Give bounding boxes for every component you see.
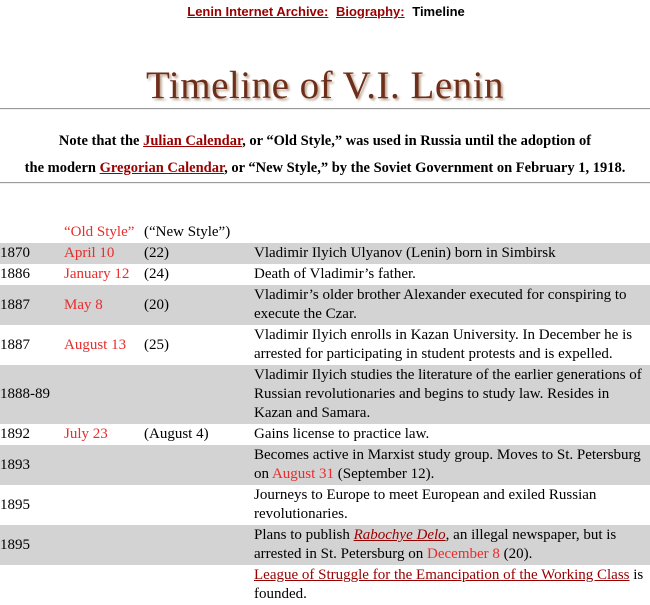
breadcrumb-link[interactable]: Biography: [335,4,405,19]
red-date-text: August 31 [271,466,335,482]
new-style-date-cell [144,485,254,525]
old-style-date-cell [64,264,144,285]
event-description-cell [254,243,650,264]
description-text: Vladimir Ilyich studies the literature of the earlier generations of Russian revolutionaries and begins to study law. Resides in Kazan and Samara. [254,367,642,421]
timeline-row [0,285,650,325]
inline-link[interactable]: League of Struggle for the Emancipation of the Working Class [254,567,630,583]
event-description-cell [254,565,650,605]
year-cell: 1895 [0,496,30,513]
description-text: Vladimir Ilyich Ulyanov (Lenin) born in Simbirsk [254,245,556,261]
description-text: , or “Old Style,” was used in Russia until the adoption of [242,133,592,149]
timeline-table [0,222,650,605]
timeline-row [0,525,650,565]
description-text: Death of Vladimir’s father. [254,266,416,282]
old-style-date-cell [64,525,144,565]
calendar-note [0,128,650,182]
description-text: the modern [24,160,100,176]
red-date-text: April 10 [64,245,115,261]
description-column-header [254,222,650,243]
timeline-row [0,445,650,485]
event-description-cell [254,424,650,445]
new-style-date-cell: (August 4) [144,426,209,442]
breadcrumb-current: Timeline [412,4,465,19]
timeline-row [0,264,650,285]
new-style-date-cell: (24) [144,266,169,282]
table-header-row [0,222,650,243]
red-date-text: July 23 [64,426,108,442]
inline-link[interactable]: Julian Calendar [143,133,243,149]
year-cell: 1888-89 [0,386,50,402]
new-style-date-cell: (25) [144,336,169,353]
red-date-text: January 12 [64,266,130,282]
timeline-row [0,243,650,264]
new-style-date-cell: (22) [144,245,169,261]
old-style-date-cell [64,243,144,264]
red-date-text: August 13 [64,336,127,353]
timeline-row [0,325,650,365]
year-column-header [0,222,64,243]
event-description-cell [254,264,650,285]
description-text: Journeys to Europe to meet European and exiled Russian revolutionaries. [254,487,597,522]
new-style-date-cell: (20) [144,296,169,313]
old-style-column-header: “Old Style” [64,224,135,240]
red-date-text: December 8 [427,546,500,562]
timeline-row [0,424,650,445]
event-description-cell [254,285,650,325]
timeline-row [0,365,650,424]
event-description-cell [254,365,650,424]
inline-link[interactable]: Gregorian Calendar [99,160,225,176]
page-title: Timeline of V.I. Lenin [145,64,505,107]
new-style-date-cell [144,365,254,424]
description-text: Becomes active in Marxist study group. Moves to St. Petersburg on [254,447,641,482]
new-style-date-cell [144,525,254,565]
breadcrumb [0,0,650,19]
event-description-cell [254,325,650,365]
year-cell: 1892 [0,426,30,442]
event-description-cell [254,525,650,565]
note-line [0,155,650,182]
year-cell: 1887 [0,296,30,313]
new-style-column-header: (“New Style”) [144,224,231,240]
old-style-date-cell [64,565,144,605]
year-cell: 1887 [0,336,30,353]
description-text: is founded. [254,567,644,602]
old-style-date-cell [64,365,144,424]
breadcrumb-link[interactable]: Lenin Internet Archive: [187,4,329,19]
inline-link[interactable]: Rabochye Delo [353,527,446,543]
description-text: (20). [499,546,533,562]
year-cell: 1893 [0,456,30,473]
old-style-date-cell [64,485,144,525]
timeline-row [0,485,650,525]
description-text: Vladimir Ilyich enrolls in Kazan University. In December he is arrested for participating in student protests and is expelled. [254,327,633,362]
description-text: , an illegal newspaper, but is arrested in St. Petersburg on [254,527,617,562]
description-text: Gains license to practice law. [254,426,430,442]
year-cell [0,565,64,605]
description-text: (September 12). [334,466,435,482]
event-description-cell [254,485,650,525]
divider-top [0,108,650,110]
old-style-date-cell [64,285,144,325]
description-text: Vladimir’s older brother Alexander executed for conspiring to execute the Czar. [254,287,627,322]
divider-bottom [0,182,650,184]
timeline-row [0,565,650,605]
description-text: Plans to publish [254,527,354,543]
new-style-date-cell [144,565,254,605]
description-text: , or “New Style,” by the Soviet Government on February 1, 1918. [224,160,626,176]
old-style-date-cell [64,325,144,365]
old-style-date-cell [64,424,144,445]
description-text: Note that the [58,133,144,149]
old-style-date-cell [64,445,144,485]
red-date-text: May 8 [64,296,103,313]
year-cell: 1870 [0,245,30,261]
event-description-cell [254,445,650,485]
year-cell: 1886 [0,266,30,282]
new-style-date-cell [144,445,254,485]
year-cell: 1895 [0,536,30,553]
note-line [0,128,650,155]
